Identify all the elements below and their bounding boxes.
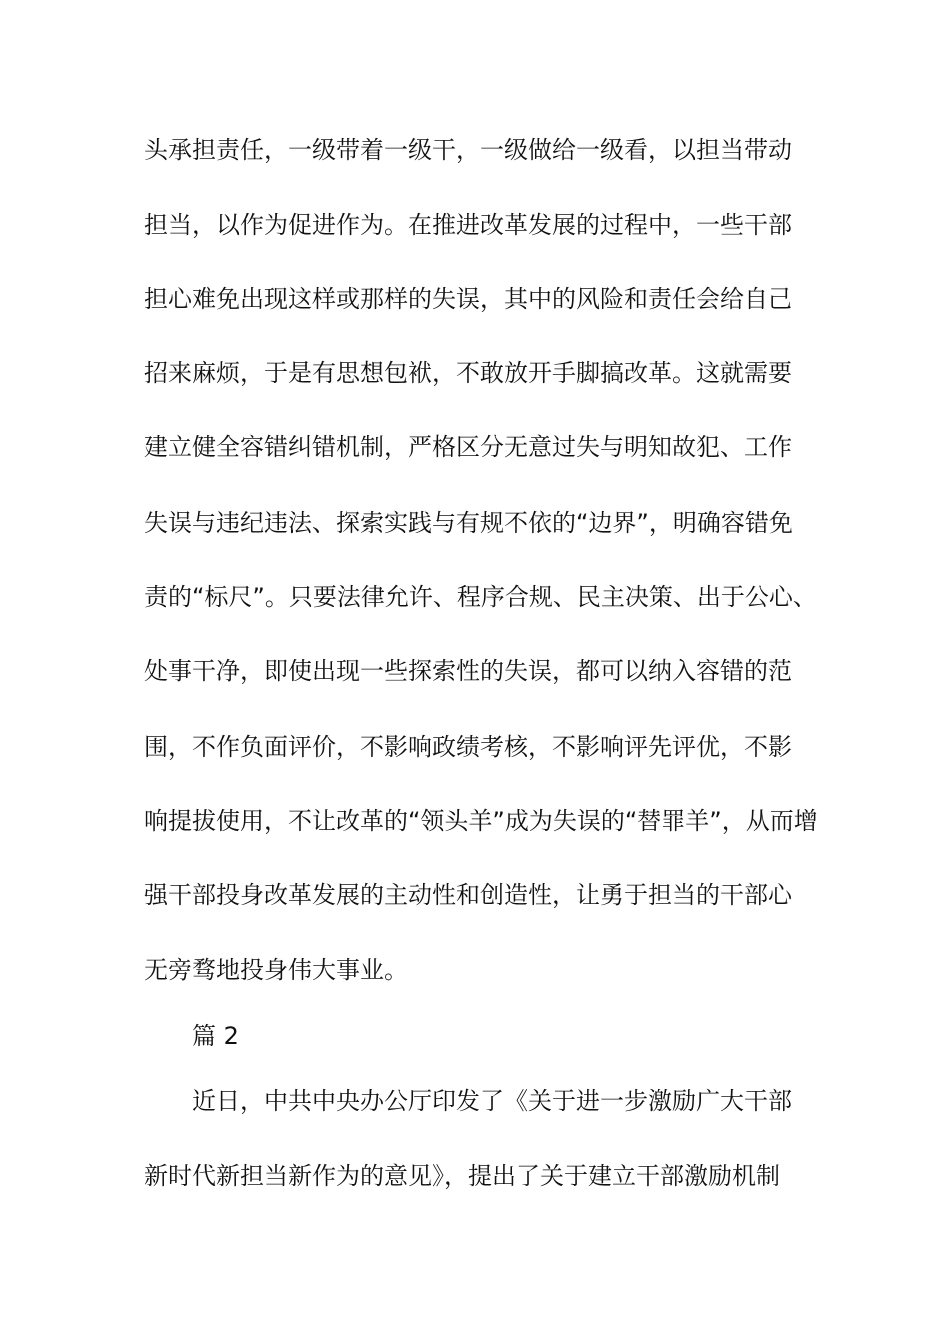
body-text-line: 无旁骛地投身伟大事业。: [144, 956, 408, 984]
body-text-line: 责的“标尺”。只要法律允许、程序合规、民主决策、出于公心、: [144, 583, 817, 611]
section-heading: 篇 2: [192, 1022, 239, 1050]
body-text-line: 近日，中共中央办公厅印发了《关于进一步激励广大干部: [192, 1087, 792, 1115]
body-text-line: 头承担责任，一级带着一级干，一级做给一级看，以担当带动: [144, 136, 792, 164]
body-text-line: 失误与违纪违法、探索实践与有规不依的“边界”，明确容错免: [144, 509, 793, 537]
body-text-line: 响提拔使用，不让改革的“领头羊”成为失误的“替罪羊”，从而增: [144, 807, 818, 835]
body-text-line: 处事干净，即使出现一些探索性的失误，都可以纳入容错的范: [144, 657, 792, 685]
body-text-line: 建立健全容错纠错机制，严格区分无意过失与明知故犯、工作: [144, 433, 792, 461]
body-text-line: 招来麻烦，于是有思想包袱，不敢放开手脚搞改革。这就需要: [144, 359, 792, 387]
body-text-line: 强干部投身改革发展的主动性和创造性，让勇于担当的干部心: [144, 881, 792, 909]
body-text-line: 围，不作负面评价，不影响政绩考核，不影响评先评优，不影: [144, 733, 792, 761]
body-text-line: 新时代新担当新作为的意见》，提出了关于建立干部激励机制: [144, 1162, 780, 1190]
body-text-line: 担当，以作为促进作为。在推进改革发展的过程中，一些干部: [144, 211, 792, 239]
body-text-line: 担心难免出现这样或那样的失误，其中的风险和责任会给自己: [144, 285, 792, 313]
